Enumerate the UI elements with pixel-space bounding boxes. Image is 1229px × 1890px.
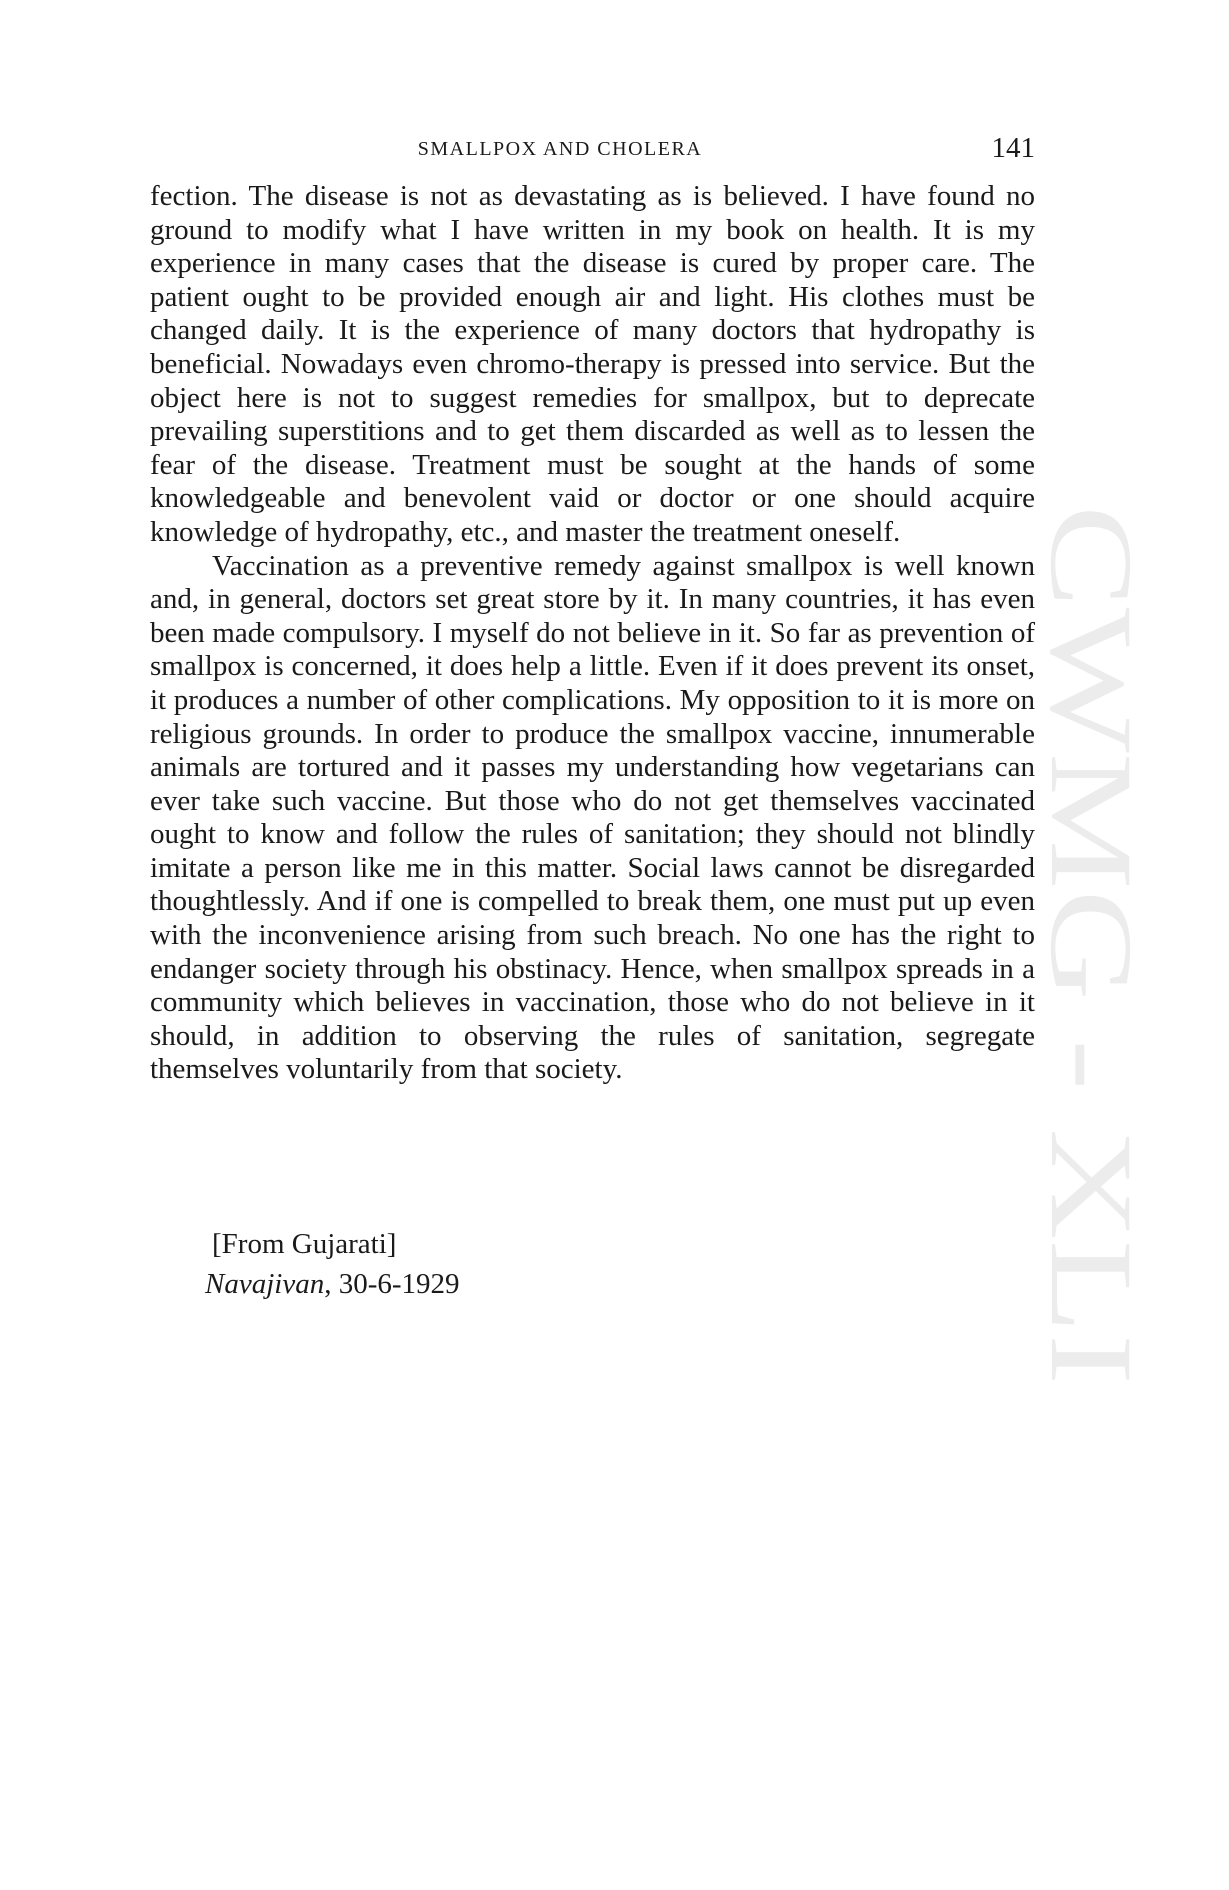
paragraph: fection. The disease is not as devastating as is believed. I have found no ground to modify what I have written in my book on health. It is my experience in many cases that the disease is cured by proper care. The patient ought to be provided enough air and light. His clothes must be changed daily. It is the experience of many doctors that hydropathy is beneficial. Nowadays even chromo-therapy is pressed into service. But the object here is not to suggest remedies for smallpox, but to deprecate prevailing superstitions and to get them discarded as well as to lessen the fear of the disease. Treatment must be sought at the hands of some knowledgeable and benevolent vaid or doctor or one should acquire knowledge of hydropathy, etc., and master the treatment oneself. bbox=[150, 180, 1035, 548]
publication-date: 30-6-1929 bbox=[338, 1268, 460, 1300]
running-head bbox=[150, 132, 1035, 168]
body-text bbox=[150, 180, 1035, 1087]
watermark-text: CWMG - XLI bbox=[1026, 505, 1157, 1181]
citation bbox=[205, 1266, 460, 1302]
publication-name: Navajivan bbox=[205, 1268, 325, 1300]
paragraph: Vaccination as a preventive remedy against smallpox is well known and, in general, doctors set great store by it. In many countries, it has even been made compulsory. I myself do not believe in it. So far as prevention of smallpox is concerned, it does help a little. Even if it does prevent its onset, it produces a number of other complications. My opposition to it is more on religious grounds. In order to produce the smallpox vaccine, innumerable animals are tortured and it passes my understanding how vegetarians can ever take such vaccine. But those who do not get themselves vaccinated ought to know and follow the rules of sanitation; they should not blindly imitate a person like me in this matter. Social laws cannot be disregarded thoughtlessly. And if one is compelled to break them, one must put up even with the inconvenience arising from such breach. No one has the right to endanger society through his obstinacy. Hence, when smallpox spreads in a community which believes in vaccination, those who do not believe in it should, in addition to observing the rules of sanitation, segregate themselves voluntarily from that society. bbox=[150, 549, 1035, 1086]
watermark bbox=[1022, 505, 1157, 1385]
running-title: SMALLPOX AND CHOLERA bbox=[417, 138, 703, 160]
source-note: [From Gujarati] bbox=[212, 1228, 397, 1260]
citation-separator: , bbox=[324, 1268, 339, 1300]
page-number: 141 bbox=[991, 132, 1035, 164]
